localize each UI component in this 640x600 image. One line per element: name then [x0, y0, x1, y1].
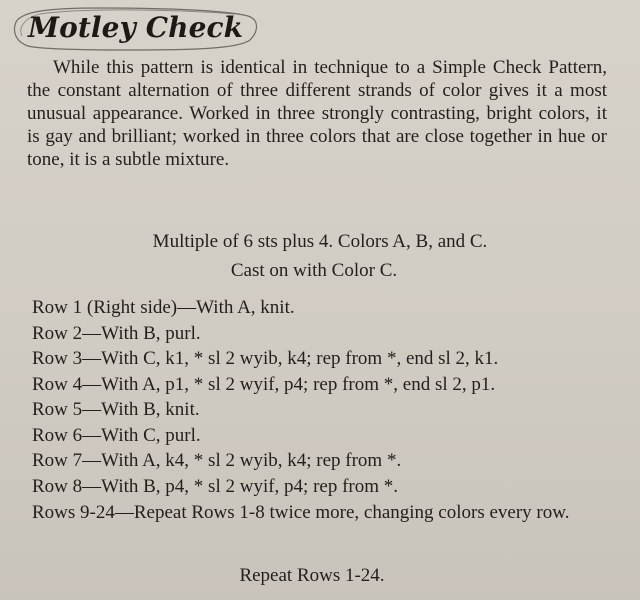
title-block [10, 6, 258, 52]
row-instruction: Row 1 (Right side)—With A, knit. [32, 297, 295, 318]
intro-paragraph: While this pattern is identical in technique to a Simple Check Pattern, the constant alternation of three different strands of color gives it a most unusual appearance. Worked in three strongly contrasting, bright colors, it is gay and brilliant; worked in three colors that are close together in hue or tone, it is a subtle mixture. [27, 57, 607, 170]
repeat-line: Repeat Rows 1-24. [239, 565, 385, 586]
row-instruction: Row 5—With B, knit. [32, 399, 200, 420]
row-instruction: Row 7—With A, k4, * sl 2 wyib, k4; rep from *. [32, 450, 402, 471]
row-instruction: Row 3—With C, k1, * sl 2 wyib, k4; rep from *, end sl 2, k1. [32, 348, 499, 369]
stitch-multiple-line: Multiple of 6 sts plus 4. Colors A, B, and C. [152, 231, 488, 252]
row-instruction: Rows 9-24—Repeat Rows 1-8 twice more, changing colors every row. [32, 502, 570, 523]
row-instruction: Row 6—With C, purl. [32, 424, 201, 446]
pattern-title: Motley Check [28, 11, 244, 44]
row-instruction: Row 2—With B, purl. [32, 322, 201, 344]
row-instructions [32, 295, 627, 526]
row-instruction: Row 4—With A, p1, * sl 2 wyif, p4; rep from *, end sl 2, p1. [32, 373, 496, 395]
cast-on-line: Cast on with Color C. [230, 260, 398, 281]
row-instruction: Row 8—With B, p4, * sl 2 wyif, p4; rep from *. [32, 475, 399, 497]
